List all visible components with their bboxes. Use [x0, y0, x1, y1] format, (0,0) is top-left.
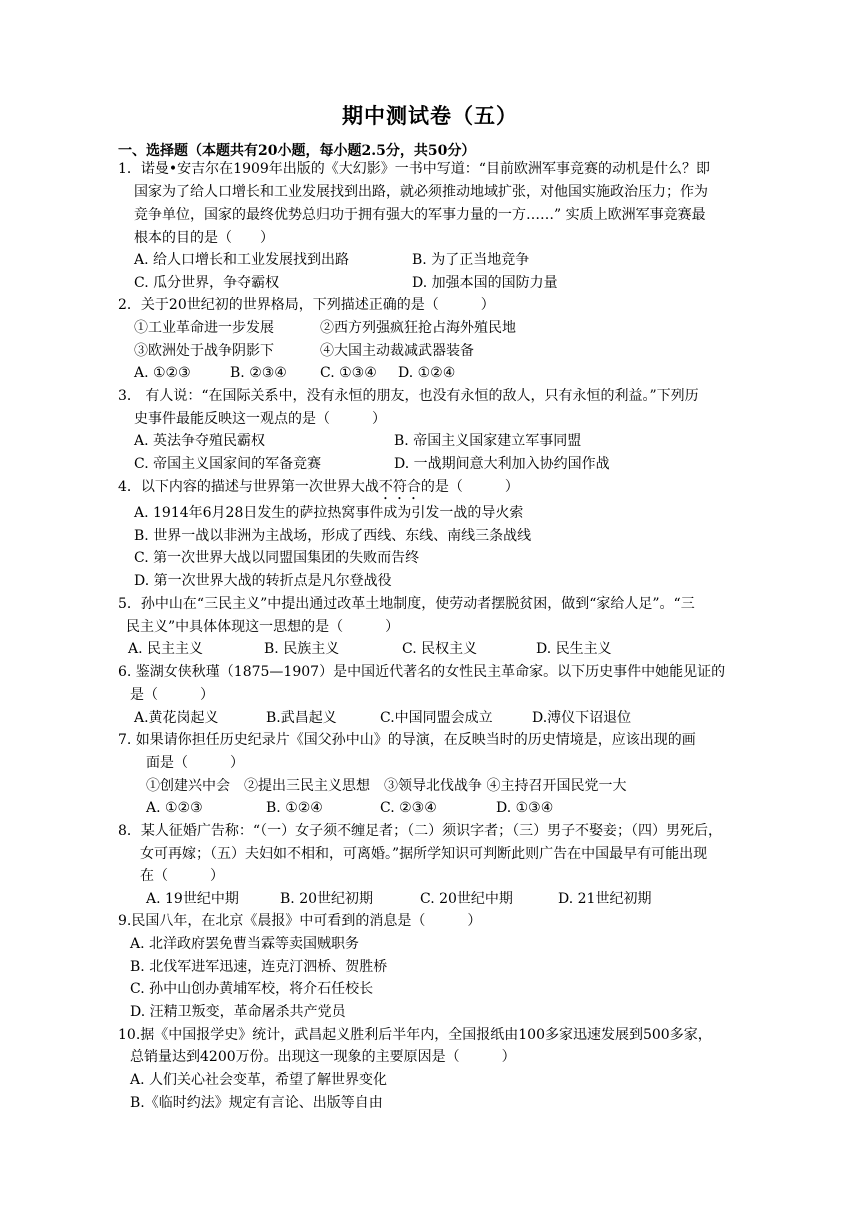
question-3-line-1: 3． 有人说：“在国际关系中，没有永恒的朋友，也没有永恒的敌人，只有永恒的利益。”下列历: [118, 388, 699, 404]
question-2-item-4: ④大国主动裁减武器装备: [320, 343, 474, 359]
question-9-option-c: C. 孙中山创办黄埔军校，将介石任校长: [130, 981, 374, 997]
question-5-line-2: 民主义”中具体体现这一思想的是（ ）: [126, 619, 400, 635]
question-3-option-b: B. 帝国主义国家建立军事同盟: [394, 433, 582, 449]
question-7-option-a: A. ①②③: [146, 800, 203, 816]
question-8-option-a: A. 19世纪中期: [146, 891, 239, 907]
question-8-option-d: D. 21世纪初期: [558, 891, 652, 907]
question-6-option-d: D.溥仪下诏退位: [532, 710, 632, 726]
question-8-line-1: 8．某人征婚广告称：“（一）女子须不缠足者；（二）须识字者；（三）男子不娶妾；（四）男死后，: [118, 823, 723, 839]
question-1-line-2: 国家为了给人口增长和工业发展找到出路，就必须推动地域扩张，对他国实施政治压力；作为: [134, 184, 708, 200]
question-9-option-d: D. 汪精卫叛变，革命屠杀共产党员: [130, 1004, 346, 1020]
question-3-line-2: 史事件最能反映这一观点的是（ ）: [134, 411, 386, 427]
question-6-option-a: A.黄花岗起义: [134, 710, 219, 726]
question-3-option-a: A. 英法争夺殖民霸权: [134, 433, 266, 449]
question-5-line-1: 5．孙中山在“三民主义”中提出通过改革土地制度，使劳动者摆脱贫困，做到“家给人足”。“三: [118, 596, 695, 612]
question-2-item-2: ②西方列强疯狂抢占海外殖民地: [320, 320, 516, 336]
question-1-line-1: 1．诺曼•安吉尔在1909年出版的《大幻影》一书中写道：“目前欧洲军事竞赛的动机是什么？即: [118, 161, 710, 177]
page-title: 期中测试卷（五）: [342, 104, 518, 128]
question-10-option-b: B.《临时约法》规定有言论、出版等自由: [130, 1095, 383, 1111]
question-7-items: ①创建兴中会 ②提出三民主义思想 ③领导北伐战争 ④主持召开国民党一大: [146, 778, 627, 794]
question-3-option-d: D. 一战期间意大利加入协约国作战: [394, 456, 610, 472]
question-1-line-4: 根本的目的是（ ）: [134, 230, 274, 246]
question-2-item-1: ①工业革命进一步发展: [134, 320, 274, 336]
question-10-line-1: 10.据《中国报学史》统计，武昌起义胜利后半年内，全国报纸由100多家迅速发展到500多家，: [118, 1027, 712, 1043]
question-1-option-a: A. 给人口增长和工业发展找到出路: [134, 252, 350, 268]
question-6-option-b: B.武昌起义: [266, 710, 337, 726]
question-5-option-d: D. 民生主义: [536, 641, 612, 657]
question-7-option-d: D. ①③④: [496, 800, 554, 816]
question-1-option-c: C. 瓜分世界，争夺霸权: [134, 275, 280, 291]
question-3-option-c: C. 帝国主义国家间的军备竞赛: [134, 456, 322, 472]
question-7-line-1: 7. 如果请你担任历史纪录片《国父孙中山》的导演，在反映当时的历史情境是，应该出现的画: [118, 732, 696, 748]
question-8-line-2: 女可再嫁；（五）夫妇如不相和，可离婚。”据所学知识可判断此则广告在中国最早有可能出现: [140, 846, 708, 862]
question-10-option-a: A. 人们关心社会变革，希望了解世界变化: [130, 1072, 388, 1088]
question-4-option-d: D. 第一次世界大战的转折点是凡尔登战役: [134, 573, 392, 589]
question-6-line-1: 6. 鉴湖女侠秋瑾（1875—1907）是中国近代著名的女性民主革命家。以下历史事件中她能见证的: [118, 664, 726, 680]
question-5-option-c: C. 民权主义: [402, 641, 478, 657]
question-6-line-2: 是（ ）: [130, 687, 214, 703]
question-8-line-3: 在（ ）: [140, 868, 224, 884]
question-2-item-3: ③欧洲处于战争阴影下: [134, 343, 274, 359]
question-4-option-c: C. 第一次世界大战以同盟国集团的失败而告终: [134, 550, 420, 566]
question-1-option-b: B. 为了正当地竞争: [412, 252, 530, 268]
question-9-option-a: A. 北洋政府罢免曹当霖等卖国贼职务: [130, 936, 360, 952]
question-1-option-d: D. 加强本国的国防力量: [412, 275, 558, 291]
question-8-option-b: B. 20世纪初期: [280, 891, 374, 907]
question-6-option-c: C.中国同盟会成立: [380, 710, 493, 726]
question-2-option-a: A. ①②③: [134, 365, 191, 381]
question-4-option-b: B. 世界一战以非洲为主战场，形成了西线、东线、南线三条战线: [134, 528, 532, 544]
question-2-line-1: 2．关于20世纪初的世界格局，下列描述正确的是（ ）: [118, 297, 495, 313]
question-1-line-3: 竞争单位，国家的最终优势总归功于拥有强大的军事力量的一方……” 实质上欧洲军事竞赛最: [134, 207, 706, 223]
question-8-option-c: C. 20世纪中期: [420, 891, 513, 907]
question-2-option-d: D. ①②④: [398, 365, 456, 381]
emphasized-not-conforming: 不符合: [378, 479, 421, 495]
question-7-option-c: C. ②③④: [380, 800, 437, 816]
question-9-line-1: 9.民国八年，在北京《晨报》中可看到的消息是（ ）: [118, 913, 482, 929]
question-7-line-2: 面是（ ）: [146, 755, 244, 771]
question-5-option-a: A. 民主主义: [128, 641, 204, 657]
question-10-line-2: 总销量达到4200万份。出现这一现象的主要原因是（ ）: [130, 1049, 516, 1065]
question-5-option-b: B. 民族主义: [264, 641, 340, 657]
question-2-option-b: B. ②③④: [230, 365, 287, 381]
question-4-line-1: 4．以下内容的描述与世界第一次世界大战不符合的是（ ）: [118, 479, 519, 495]
question-4-option-a: A. 1914年6月28日发生的萨拉热窝事件成为引发一战的导火索: [134, 505, 524, 521]
section-heading: 一、选择题（本题共有20小题，每小题2.5分，共50分）: [118, 143, 476, 159]
question-2-option-c: C. ①③④: [320, 365, 377, 381]
question-9-option-b: B. 北伐军进军迅速，连克汀泗桥、贺胜桥: [130, 959, 388, 975]
question-7-option-b: B. ①②④: [266, 800, 323, 816]
